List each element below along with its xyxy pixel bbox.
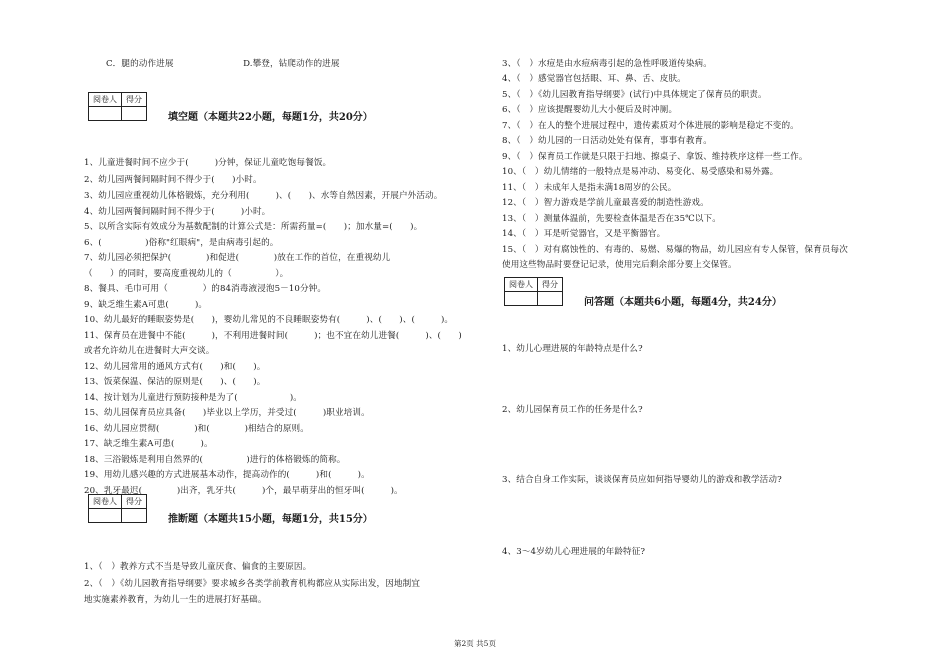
judge-item: 4、（ ）感觉器官包括眼、耳、鼻、舌、皮肤。 bbox=[502, 74, 686, 84]
fill-item: 或者允许幼儿在进餐时大声交谈。 bbox=[84, 346, 215, 356]
fill-item: 6、( )俗称"红眼病"，是由病毒引起的。 bbox=[84, 238, 279, 248]
score-label: 得分 bbox=[122, 93, 147, 107]
fill-item: （ ）的同时，要高度重视幼儿的（ ）。 bbox=[84, 269, 289, 279]
judge-item: 13、（ ）测量体温前，先要检查体温是否在35℃以下。 bbox=[502, 214, 721, 224]
fill-item: 20、乳牙最迟( )出齐，乳牙共( )个，最早萌芽出的恒牙叫( )。 bbox=[84, 486, 403, 496]
fill-item: 10、幼儿最好的睡眠姿势是( )，婴幼儿常见的不良睡眠姿势有( )、( )、( )。 bbox=[84, 315, 454, 325]
score-box-qa bbox=[504, 277, 563, 306]
judge-item: 1、（ ）教养方式不当是导致儿童厌食、偏食的主要原因。 bbox=[84, 562, 312, 572]
qa-item: 2、幼儿园保育员工作的任务是什么? bbox=[502, 405, 643, 415]
reviewer-label: 阅卷人 bbox=[505, 278, 538, 292]
qa-section-title: 问答题（本题共6小题，每题4分，共24分） bbox=[584, 297, 782, 308]
judge-item: 12、（ ）智力游戏是学前儿童最喜爱的制造性游戏。 bbox=[502, 198, 709, 208]
judge-item: 14、（ ）耳是听觉器官，又是平衡器官。 bbox=[502, 229, 666, 239]
judge-item: 2、（ ）《幼儿园教育指导纲要》要求城乡各类学前教育机构都应从实际出发，因地制宜 bbox=[84, 579, 421, 589]
qa-item: 1、幼儿心理进展的年龄特点是什么? bbox=[502, 344, 643, 354]
judge-item: 使用这些物品时要登记记录，使用完后剩余部分要上交保管。 bbox=[502, 260, 737, 270]
fill-item: 13、饭菜保温、保洁的原则是( )、( )。 bbox=[84, 377, 266, 387]
fill-item: 16、幼儿园应贯彻( )和( )相结合的原则。 bbox=[84, 424, 309, 434]
judge-item: 7、（ ）在人的整个进展过程中，遗传素质对个体进展的影响是稳定不变的。 bbox=[502, 121, 799, 131]
score-box-fill bbox=[88, 92, 147, 121]
fill-item: 17、缺乏维生素A可患( )。 bbox=[84, 439, 213, 449]
judge-item: 6、（ ）应该提醒婴幼儿大小便后及时冲厕。 bbox=[502, 105, 678, 115]
fill-item: 18、三浴锻炼是利用自然界的( )进行的体格锻炼的简称。 bbox=[84, 455, 346, 465]
reviewer-label: 阅卷人 bbox=[89, 495, 122, 509]
page-number-footer: 第2页 共5页 bbox=[454, 639, 496, 648]
option-line: C．腿的动作进展 D.攀登，钻爬动作的进展 bbox=[106, 59, 340, 69]
fill-item: 4、幼儿园两餐间隔时间不得少于( )小时。 bbox=[84, 207, 271, 217]
judge-item: 地实施素养教育，为幼儿一生的进展打好基础。 bbox=[84, 595, 267, 605]
fill-item: 9、缺乏维生素A可患( )。 bbox=[84, 300, 208, 310]
fill-item: 14、按计划为儿童进行预防接种是为了( )。 bbox=[84, 393, 302, 403]
fill-item: 8、餐具、毛巾可用（ ）的84消毒液浸泡5－10分钟。 bbox=[84, 284, 327, 294]
reviewer-label: 阅卷人 bbox=[89, 93, 122, 107]
judge-item: 15、（ ）对有腐蚀性的、有毒的、易燃、易爆的物品，幼儿园应有专人保管，保育员每次 bbox=[502, 245, 848, 255]
fill-item: 12、幼儿园常用的通风方式有( )和( )。 bbox=[84, 362, 266, 372]
score-box-judge bbox=[88, 494, 147, 523]
fill-item: 5、以所含实际有效成分为基数配制的计算公式是：所需药量=( )；加水量=( )。 bbox=[84, 222, 423, 232]
judge-item: 8、（ ）幼儿园的一日活动处处有保育，事事有教育。 bbox=[502, 136, 712, 146]
score-label: 得分 bbox=[538, 278, 563, 292]
score-label: 得分 bbox=[122, 495, 147, 509]
qa-item: 4、3～4岁幼儿心理进展的年龄特征? bbox=[502, 547, 646, 557]
qa-item: 3、结合自身工作实际，谈谈保育员应如何指导婴幼儿的游戏和教学活动? bbox=[502, 475, 782, 485]
fill-item: 7、幼儿园必须把保护( )和促进( )放在工作的首位，在重视幼儿 bbox=[84, 253, 391, 263]
fill-section-title: 填空题（本题共22小题，每题1分，共20分） bbox=[168, 112, 373, 123]
fill-item: 2、幼儿园两餐间隔时间不得少于( )小时。 bbox=[84, 175, 262, 185]
judge-item: 11、（ ）未成年人是指未满18周岁的公民。 bbox=[502, 183, 677, 193]
fill-item: 15、幼儿园保育员应具备( )毕业以上学历，并受过( )职业培训。 bbox=[84, 408, 370, 418]
judge-item: 3、（ ）水痘是由水痘病毒引起的急性呼吸道传染病。 bbox=[502, 59, 712, 69]
judge-section-title: 推断题（本题共15小题，每题1分，共15分） bbox=[168, 514, 373, 525]
fill-item: 3、幼儿园应重视幼儿体格锻炼，充分利用( )、( )、水等自然因素，开展户外活动。 bbox=[84, 191, 443, 201]
judge-item: 5、（ ）《幼儿园教育指导纲要》(试行)中具体规定了保育员的职责。 bbox=[502, 90, 767, 100]
fill-item: 11、保育员在进餐中不能( )，不利用进餐时间( )；也不宜在幼儿进餐( )、( ) bbox=[84, 331, 462, 341]
judge-item: 9、（ ）保育员工作就是只限于扫地、擦桌子、拿饭、维持秩序这样一些工作。 bbox=[502, 152, 808, 162]
fill-item: 19、用幼儿感兴趣的方式进展基本动作，提高动作的( )和( )。 bbox=[84, 470, 370, 480]
fill-item: 1、儿童进餐时间不应少于( )分钟，保证儿童吃饱每餐饭。 bbox=[84, 158, 332, 168]
judge-item: 10、（ ）幼儿情绪的一般特点是易冲动、易变化、易受感染和易外露。 bbox=[502, 167, 779, 177]
